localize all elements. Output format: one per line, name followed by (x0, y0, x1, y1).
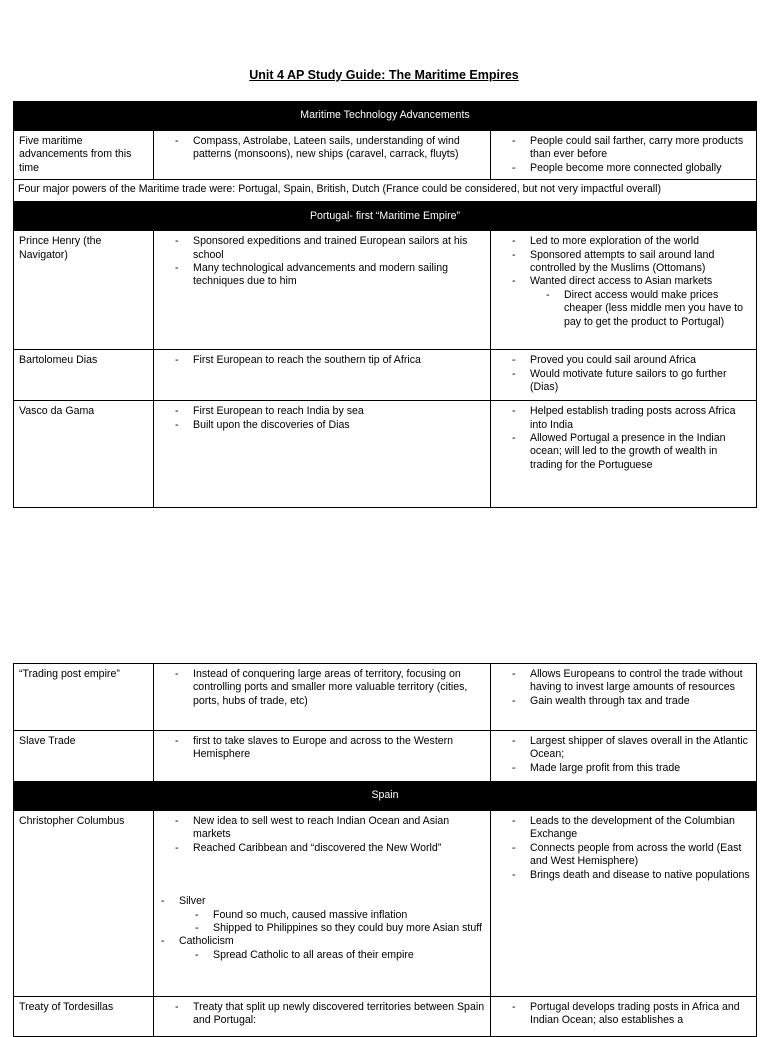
bullet-list (159, 135, 485, 162)
list-item-text: Led to more exploration of the world (530, 235, 700, 248)
list-item (496, 735, 751, 762)
dash-bullet: - (512, 815, 516, 827)
bullet-list (496, 354, 751, 394)
dash-bullet: - (512, 248, 516, 261)
list-item (496, 762, 751, 775)
impact-cell (491, 401, 757, 508)
description-cell (154, 731, 491, 782)
dash-bullet: - (175, 235, 179, 248)
list-item (496, 695, 751, 708)
list-item-text: Compass, Astrolabe, Lateen sails, understanding of wind patterns (monsoons), new ships (caravel, carrack, fluyts) (193, 135, 460, 161)
list-item (159, 354, 485, 367)
bullet-list (159, 815, 485, 855)
dash-bullet: - (512, 841, 516, 854)
row-label: Prince Henry (the Navigator) (14, 231, 154, 350)
spacer (159, 855, 485, 895)
dash-bullet: - (512, 405, 516, 418)
list-item (159, 405, 485, 418)
dash-bullet: - (512, 354, 516, 367)
list-item (496, 249, 751, 276)
bullet-list (159, 235, 485, 289)
list-item (496, 162, 751, 175)
list-item-text: New idea to sell west to reach Indian Ocean and Asian markets (193, 815, 450, 841)
bullet-list (159, 405, 485, 432)
dash-bullet: - (512, 1001, 516, 1013)
section-header-row (14, 102, 757, 131)
dash-bullet: - (512, 135, 516, 147)
bullet-list (179, 949, 485, 962)
list-item-text: People could sail farther, carry more products than ever before (530, 135, 744, 161)
table-row (14, 131, 757, 180)
dash-bullet: - (175, 668, 179, 680)
impact-cell (491, 997, 757, 1037)
list-item: - Catholicism - Spread Catholic to all areas of their empire (145, 935, 485, 962)
list-item-text: Leads to the development of the Columbian Exchange (530, 815, 735, 841)
dash-bullet: - (175, 354, 179, 367)
list-item-text: Wanted direct access to Asian markets (530, 275, 713, 288)
description-cell (154, 131, 491, 180)
impact-cell (491, 664, 757, 731)
list-item-text: Portugal develops trading posts in Africa and Indian Ocean; also establishes a (530, 1001, 740, 1027)
dash-bullet: - (512, 868, 516, 881)
list-item-text: Built upon the discoveries of Dias (193, 418, 350, 431)
row-label: “Trading post empire” (14, 664, 154, 731)
list-item (159, 135, 485, 162)
bullet-list (496, 735, 751, 775)
dash-bullet: - (512, 235, 516, 248)
dash-bullet: - (512, 367, 516, 380)
list-item (159, 842, 485, 855)
dash-bullet: - (175, 735, 179, 747)
list-item-text: first to take slaves to Europe and across to the Western Hemisphere (193, 735, 454, 761)
dash-bullet: - (175, 841, 179, 854)
section-header-row (14, 202, 757, 231)
list-item-text: People become more connected globally (530, 161, 722, 174)
description-cell (154, 231, 491, 350)
list-item (496, 235, 751, 248)
list-item-text: Largest shipper of slaves overall in the Atlantic Ocean; (530, 735, 748, 761)
portugal-header: Portugal- first “Maritime Empire” (14, 202, 757, 231)
list-item (496, 405, 751, 432)
description-cell (154, 997, 491, 1037)
impact-cell (491, 350, 757, 401)
table-row (14, 231, 757, 350)
description-cell (154, 350, 491, 401)
four-powers-note: Four major powers of the Maritime trade were: Portugal, Spain, British, Dutch (France could be considered, but not very impactful overall) (14, 180, 757, 202)
dash-bullet: - (546, 288, 550, 301)
impact-cell (491, 811, 757, 997)
table-row (14, 664, 757, 731)
dash-bullet: - (175, 815, 179, 827)
description-cell (154, 401, 491, 508)
row-label: Treaty of Tordesillas (14, 997, 154, 1037)
list-item (496, 275, 751, 329)
list-item-text: Made large profit from this trade (530, 761, 681, 774)
table-row (14, 811, 757, 997)
table-row (14, 731, 757, 782)
spain-header: Spain (14, 782, 757, 811)
list-item (496, 432, 751, 472)
list-item-text: Found so much, caused massive inflation (213, 908, 408, 921)
dash-bullet: - (512, 735, 516, 747)
list-item (179, 922, 485, 935)
dash-bullet: - (512, 432, 516, 445)
impact-cell (491, 131, 757, 180)
list-item (159, 815, 485, 842)
list-item-text: Treaty that split up newly discovered territories between Spain and Portugal: (193, 1001, 485, 1027)
list-item-text: Reached Caribbean and “discovered the New World” (193, 841, 442, 854)
list-item-text: Would motivate future sailors to go further (Dias) (530, 367, 727, 394)
list-item (179, 909, 485, 922)
list-item-text: Sponsored attempts to sail around land controlled by the Muslims (Ottomans) (530, 248, 715, 275)
dash-bullet: - (512, 694, 516, 707)
section-header-row (14, 782, 757, 811)
description-cell (154, 811, 491, 997)
dash-bullet: - (195, 922, 199, 935)
list-item-text: Direct access would make prices cheaper (less middle men you have to pay to get the product to Portugal) (564, 288, 744, 328)
list-item-text: Proved you could sail around Africa (530, 354, 697, 367)
dash-bullet: - (175, 405, 179, 418)
list-item (496, 368, 751, 395)
dash-bullet: - (512, 668, 516, 680)
row-label: Vasco da Gama (14, 401, 154, 508)
dash-bullet: - (512, 761, 516, 774)
row-label: Five maritime advancements from this time (14, 131, 154, 180)
bullet-list (496, 405, 751, 472)
description-cell (154, 664, 491, 731)
tech-header: Maritime Technology Advancements (14, 102, 757, 131)
dash-bullet: - (175, 1001, 179, 1013)
list-item (179, 949, 485, 962)
page-title: Unit 4 AP Study Guide: The Maritime Empires (249, 68, 519, 82)
dash-bullet: - (512, 161, 516, 174)
bullet-list (496, 235, 751, 329)
list-item-text: Allowed Portugal a presence in the Indian ocean; will led to the growth of wealth in trading for the Portuguese (530, 432, 726, 471)
list-item (496, 135, 751, 162)
row-label: Christopher Columbus (14, 811, 154, 997)
list-item-text: Helped establish trading posts across Africa into India (530, 405, 736, 431)
list-item-text: Instead of conquering large areas of territory, focusing on controlling ports and smaller more valuable territory (cities, ports, hubs of trade, etc) (193, 668, 468, 707)
dash-bullet: - (175, 418, 179, 431)
table-row (14, 180, 757, 202)
bullet-list (159, 735, 485, 762)
list-item (530, 289, 751, 329)
list-item (159, 262, 485, 289)
sub-bullet-list (530, 289, 751, 329)
list-item (496, 815, 751, 842)
bullet-list (159, 668, 485, 708)
columbus-effects (145, 895, 485, 962)
bullet-list (179, 909, 485, 936)
dash-bullet: - (195, 908, 199, 921)
list-item-text: First European to reach India by sea (193, 405, 364, 418)
list-item-text: Shipped to Philippines so they could buy more Asian stuff (213, 922, 482, 935)
list-item: - Silver - Found so much, caused massive inflation - Shipped to Philippines so they could buy more Asian stuff (145, 895, 485, 935)
bullet-list (496, 668, 751, 708)
impact-cell (491, 731, 757, 782)
impact-cell (491, 231, 757, 350)
list-item-text: Sponsored expeditions and trained European sailors at his school (193, 235, 468, 261)
maritime-table-part-2 (13, 663, 757, 1037)
list-item-text: Many technological advancements and modern sailing techniques due to him (193, 262, 448, 288)
list-item (159, 735, 485, 762)
list-item (496, 354, 751, 367)
table-row (14, 350, 757, 401)
list-item-text: Gain wealth through tax and trade (530, 694, 690, 707)
list-item (496, 869, 751, 882)
list-item (496, 842, 751, 869)
list-item-text: Brings death and disease to native populations (530, 868, 750, 881)
dash-bullet: - (512, 275, 516, 288)
table-row (14, 401, 757, 508)
list-item (159, 668, 485, 708)
list-item-text: First European to reach the southern tip of Africa (193, 354, 421, 367)
maritime-table-part-1 (13, 101, 757, 508)
list-item (159, 419, 485, 432)
list-item-text: Connects people from across the world (East and West Hemisphere) (530, 841, 742, 868)
dash-bullet: - (195, 948, 199, 961)
row-label: Slave Trade (14, 731, 154, 782)
list-item (159, 235, 485, 262)
dash-bullet: - (175, 262, 179, 275)
bullet-list (496, 135, 751, 175)
bullet-list (496, 815, 751, 882)
dash-bullet: - (175, 135, 179, 147)
table-row (14, 997, 757, 1037)
row-label: Bartolomeu Dias (14, 350, 154, 401)
list-item (496, 668, 751, 695)
list-item-text: Allows Europeans to control the trade without having to invest large amounts of resources (530, 668, 743, 694)
list-item-text: Spread Catholic to all areas of their empire (213, 948, 414, 961)
bullet-list (159, 354, 485, 367)
